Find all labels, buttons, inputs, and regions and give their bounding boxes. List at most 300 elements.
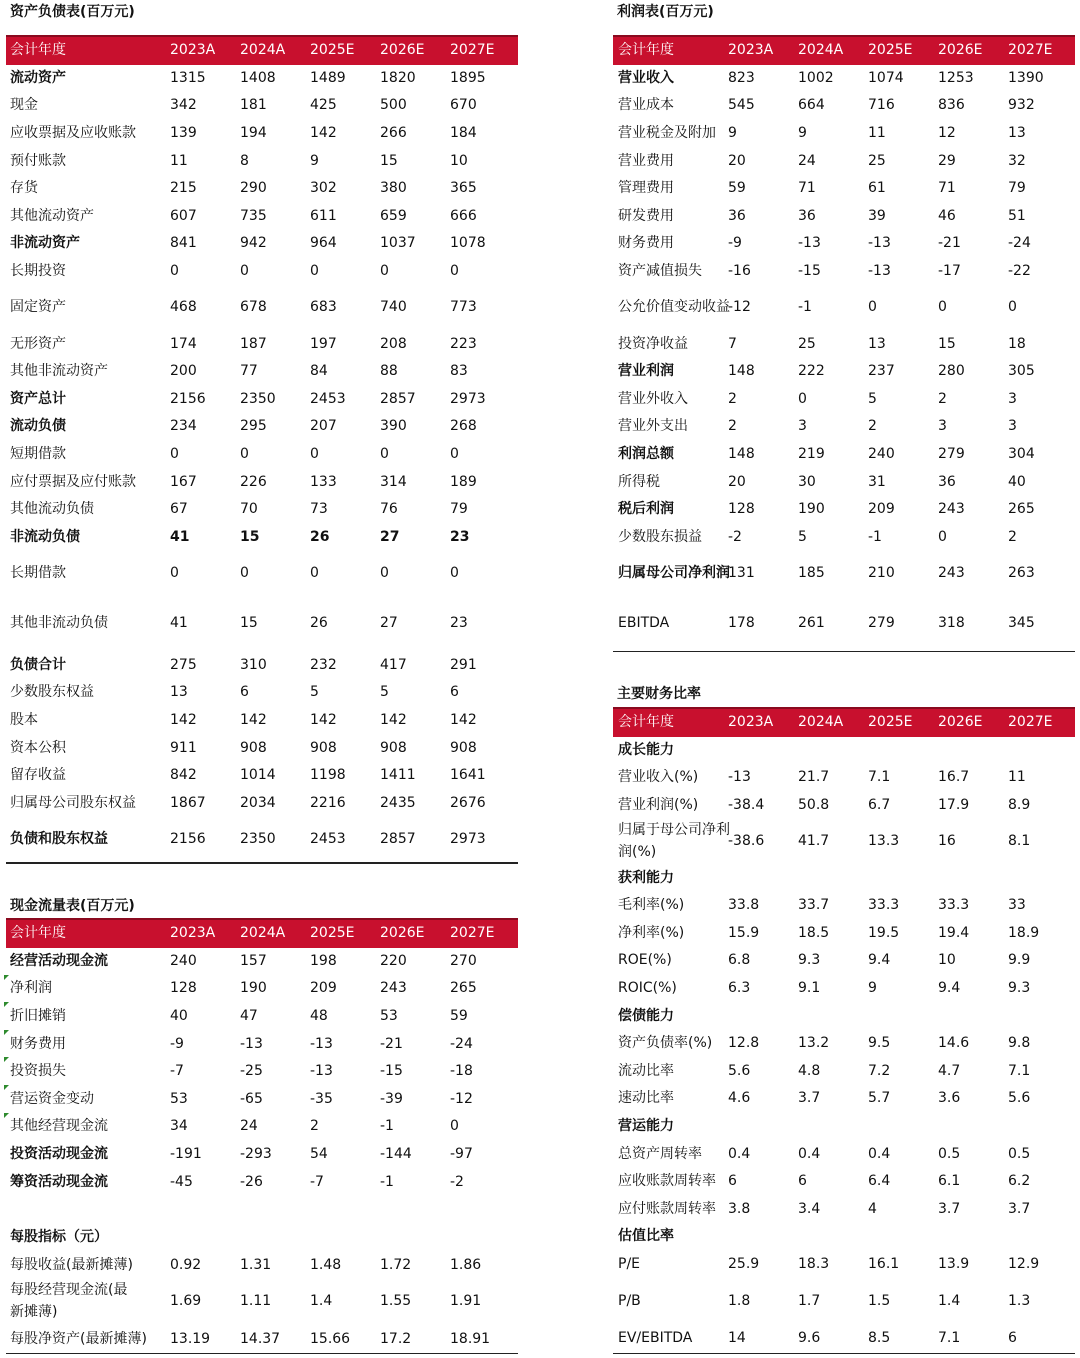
- table-row: [6, 1002, 518, 1030]
- row-label: 非流动资产: [10, 235, 80, 252]
- row-label: 财务费用: [618, 235, 674, 252]
- row-value: -24: [1008, 235, 1031, 252]
- row-label: 归属于母公司净利润(%): [618, 822, 730, 861]
- table-row: [613, 1278, 1075, 1324]
- row-value: 5: [310, 684, 319, 701]
- row-value: -1: [868, 528, 882, 545]
- row-value: 265: [1008, 501, 1035, 518]
- header-year: 2027E: [450, 925, 495, 941]
- row-value: 198: [310, 952, 337, 969]
- row-value: 2973: [450, 831, 486, 848]
- row-value: 611: [310, 207, 337, 224]
- row-value: 190: [240, 980, 267, 997]
- row-value: -21: [938, 235, 961, 252]
- row-value: 8: [240, 152, 249, 169]
- row-value: 1867: [170, 794, 206, 811]
- row-value: -21: [380, 1035, 403, 1052]
- row-value: -65: [240, 1090, 263, 1107]
- row-value: 18: [1008, 335, 1026, 352]
- row-value: 36: [938, 473, 956, 490]
- row-label: 负债和股东权益: [10, 831, 108, 848]
- row-value: 6.1: [938, 1173, 961, 1190]
- row-value: 6.7: [868, 796, 891, 813]
- row-value: 148: [728, 363, 755, 380]
- row-value: 142: [380, 711, 407, 728]
- row-label: 税后利润: [618, 501, 674, 518]
- row-value: 11: [868, 124, 886, 141]
- row-label: 其他流动负债: [10, 501, 94, 518]
- row-value: 7.2: [868, 1062, 891, 1079]
- row-label: 留存收益: [10, 767, 66, 784]
- row-value: 243: [938, 565, 965, 582]
- row-value: 2676: [450, 794, 486, 811]
- table-row: [6, 330, 518, 358]
- row-value: 40: [1008, 473, 1026, 490]
- header-year: 2024A: [798, 42, 844, 58]
- row-label: 资产总计: [10, 390, 66, 407]
- row-value: 2: [310, 1118, 319, 1135]
- table-row: [6, 468, 518, 496]
- row-value: -13: [798, 235, 821, 252]
- row-value: 545: [728, 97, 755, 114]
- row-value: -15: [380, 1063, 403, 1080]
- row-value: -39: [380, 1090, 403, 1107]
- row-value: -16: [728, 262, 751, 279]
- table-row: [613, 385, 1075, 413]
- table-row: [6, 440, 518, 468]
- row-value: 17.2: [380, 1331, 412, 1347]
- row-value: 7.1: [1008, 1062, 1031, 1079]
- income-statement-bottom-rule: [613, 651, 1075, 652]
- table-row: [613, 551, 1075, 596]
- row-value: 3.6: [938, 1090, 961, 1107]
- row-value: -1: [380, 1173, 394, 1190]
- table-row: [613, 1140, 1075, 1168]
- table-row: [613, 596, 1075, 651]
- row-value: 1820: [380, 69, 416, 86]
- row-value: 243: [938, 501, 965, 518]
- ratios-header: [613, 707, 1075, 737]
- row-label: ROIC(%): [618, 979, 677, 996]
- row-value: 425: [310, 97, 337, 114]
- table-row: [6, 975, 518, 1003]
- row-value: 33: [1008, 897, 1026, 914]
- row-value: 189: [450, 473, 477, 490]
- row-value: 39: [868, 207, 886, 224]
- row-value: 290: [240, 180, 267, 197]
- row-value: 275: [170, 656, 197, 673]
- row-value: 3.7: [798, 1090, 821, 1107]
- header-year: 2024A: [240, 42, 286, 58]
- table-row: [6, 706, 518, 734]
- row-value: 9: [310, 152, 319, 169]
- row-value: 26: [310, 528, 330, 545]
- row-value: 25: [798, 335, 816, 352]
- row-value: 0.92: [170, 1256, 202, 1273]
- row-label: 归属母公司净利润: [618, 565, 730, 582]
- row-value: 0.4: [798, 1145, 821, 1162]
- row-value: 234: [170, 418, 197, 435]
- row-value: 240: [170, 952, 197, 969]
- table-row: [613, 357, 1075, 385]
- row-value: 19.5: [868, 924, 900, 941]
- table-row: [613, 174, 1075, 202]
- row-value: 0: [310, 445, 319, 462]
- row-label: 现金: [10, 97, 38, 114]
- table-row: [613, 413, 1075, 441]
- row-value: 1078: [450, 235, 486, 252]
- cash-flow-title: 现金流量表(百万元): [10, 898, 135, 914]
- row-value: 305: [1008, 363, 1035, 380]
- row-value: 670: [450, 97, 477, 114]
- row-label: 营业外支出: [618, 418, 688, 435]
- row-value: 12.8: [728, 1035, 760, 1052]
- row-label: 营业利润: [618, 363, 674, 380]
- row-label: 资本公积: [10, 739, 66, 756]
- row-value: 12: [938, 124, 956, 141]
- row-value: 88: [380, 363, 398, 380]
- row-value: 11: [1008, 769, 1026, 786]
- row-value: 1.86: [450, 1256, 482, 1273]
- row-value: 6.2: [1008, 1173, 1031, 1190]
- row-value: 32: [1008, 152, 1026, 169]
- row-value: 13: [868, 335, 886, 352]
- row-value: 0: [450, 565, 459, 582]
- table-row: [6, 92, 518, 120]
- table-row: [6, 1278, 518, 1324]
- header-year: 2026E: [938, 714, 983, 730]
- row-value: -12: [728, 299, 751, 316]
- per-share-bottom-rule: [6, 1353, 518, 1354]
- row-value: 417: [380, 656, 407, 673]
- row-value: 3.4: [798, 1200, 821, 1217]
- cell-marker: [4, 1002, 9, 1007]
- row-label: 应付票据及应付账款: [10, 473, 136, 490]
- row-value: 302: [310, 180, 337, 197]
- row-value: 9.6: [798, 1329, 821, 1346]
- ratios-title: 主要财务比率: [617, 686, 701, 702]
- table-row: [6, 734, 518, 762]
- row-value: 0: [1008, 299, 1017, 316]
- row-value: 0: [310, 262, 319, 279]
- row-value: 280: [938, 363, 965, 380]
- row-value: 2034: [240, 794, 276, 811]
- row-value: 36: [798, 207, 816, 224]
- row-value: 380: [380, 180, 407, 197]
- row-value: 1.7: [798, 1292, 821, 1309]
- row-value: -9: [728, 235, 742, 252]
- row-label: 长期借款: [10, 565, 66, 582]
- row-value: 0: [938, 299, 947, 316]
- row-value: 3: [1008, 418, 1017, 435]
- row-label: 其他流动资产: [10, 207, 94, 224]
- row-value: -2: [450, 1173, 464, 1190]
- row-value: 2: [1008, 528, 1017, 545]
- table-row: [613, 764, 1075, 792]
- header-year: 2025E: [310, 925, 355, 941]
- row-value: -13: [868, 235, 891, 252]
- row-value: 942: [240, 235, 267, 252]
- row-value: 9.3: [798, 952, 821, 969]
- row-value: 1.3: [1008, 1292, 1031, 1309]
- cell-marker: [4, 975, 9, 980]
- row-value: 295: [240, 418, 267, 435]
- row-value: 54: [310, 1145, 328, 1162]
- row-value: 14: [728, 1329, 746, 1346]
- row-value: 6: [240, 684, 249, 701]
- row-value: 1.72: [380, 1256, 412, 1273]
- row-value: 1.31: [240, 1256, 272, 1273]
- row-value: 1.11: [240, 1293, 272, 1309]
- row-value: 59: [728, 180, 746, 197]
- row-value: -15: [798, 262, 821, 279]
- table-row: [613, 202, 1075, 230]
- table-row: [613, 523, 1075, 551]
- row-value: 232: [310, 656, 337, 673]
- row-label: 公允价值变动收益: [618, 299, 730, 316]
- row-value: 1.4: [310, 1293, 333, 1309]
- row-value: 6: [728, 1173, 737, 1190]
- row-value: 0: [938, 528, 947, 545]
- row-value: 4: [868, 1200, 877, 1217]
- row-label: 流动比率: [618, 1062, 674, 1079]
- table-row: [6, 385, 518, 413]
- row-value: 200: [170, 363, 197, 380]
- row-value: 5.6: [728, 1062, 751, 1079]
- row-label: 净利率(%): [618, 924, 685, 941]
- row-value: 716: [868, 97, 895, 114]
- table-row: [6, 947, 518, 975]
- row-value: 7: [728, 335, 737, 352]
- balance_sheet-header: [6, 35, 518, 65]
- row-value: 18.3: [798, 1255, 830, 1272]
- row-value: 268: [450, 418, 477, 435]
- row-label: 营业税金及附加: [618, 124, 716, 141]
- row-value: 1014: [240, 767, 276, 784]
- row-value: 2156: [170, 390, 206, 407]
- table-row: [613, 285, 1075, 330]
- row-value: 1.4: [938, 1292, 961, 1309]
- row-value: 841: [170, 235, 197, 252]
- row-value: 0: [450, 262, 459, 279]
- row-value: 2: [938, 390, 947, 407]
- table-row: [6, 1325, 518, 1353]
- table-row: [6, 651, 518, 679]
- row-value: 23: [450, 528, 470, 545]
- row-label: 非流动负债: [10, 528, 80, 545]
- row-value: 6: [1008, 1329, 1017, 1346]
- header-label: 会计年度: [10, 42, 66, 58]
- header-label: 会计年度: [618, 42, 674, 58]
- table-row: [6, 551, 518, 596]
- row-value: 1198: [310, 767, 346, 784]
- balance-sheet-bottom-rule: [6, 862, 518, 864]
- row-label: 每股收益(最新摊薄): [10, 1256, 133, 1273]
- table-row: [6, 119, 518, 147]
- row-value: 9: [798, 124, 807, 141]
- row-value: 50.8: [798, 796, 830, 813]
- row-label: 投资损失: [10, 1063, 66, 1080]
- table-row: [6, 1168, 518, 1196]
- row-value: 1253: [938, 69, 974, 86]
- row-label: 负债合计: [10, 656, 66, 673]
- row-value: 73: [310, 501, 328, 518]
- row-value: 270: [450, 952, 477, 969]
- row-value: 20: [728, 473, 746, 490]
- row-value: 83: [450, 363, 468, 380]
- row-value: 67: [170, 501, 188, 518]
- row-value: 9: [728, 124, 737, 141]
- row-label: 无形资产: [10, 335, 66, 352]
- row-value: 0: [310, 565, 319, 582]
- row-value: 0: [450, 1118, 459, 1135]
- row-value: -13: [868, 262, 891, 279]
- row-value: 1411: [380, 767, 416, 784]
- row-label: 研发费用: [618, 207, 674, 224]
- row-value: 209: [310, 980, 337, 997]
- row-value: 836: [938, 97, 965, 114]
- row-label: 净利润: [10, 980, 52, 997]
- row-value: 735: [240, 207, 267, 224]
- row-value: 9.8: [1008, 1035, 1031, 1052]
- header-year: 2026E: [380, 42, 425, 58]
- income_statement-header: [613, 35, 1075, 65]
- row-value: 261: [798, 615, 825, 632]
- row-value: 142: [310, 124, 337, 141]
- row-value: 190: [798, 501, 825, 518]
- row-value: 15: [938, 335, 956, 352]
- table-row: [613, 330, 1075, 358]
- row-value: 13: [170, 684, 188, 701]
- row-value: 842: [170, 767, 197, 784]
- row-value: 13.3: [868, 833, 900, 850]
- header-label: 会计年度: [618, 714, 674, 730]
- row-value: 3: [938, 418, 947, 435]
- table-row: [613, 791, 1075, 819]
- row-value: 908: [450, 739, 477, 756]
- row-value: -13: [240, 1035, 263, 1052]
- row-value: 5: [868, 390, 877, 407]
- table-row: [6, 1030, 518, 1058]
- row-value: 0: [450, 445, 459, 462]
- row-value: 911: [170, 739, 197, 756]
- row-value: 4.7: [938, 1062, 961, 1079]
- row-value: 70: [240, 501, 258, 518]
- row-label: 归属母公司股东权益: [10, 794, 136, 811]
- row-value: 390: [380, 418, 407, 435]
- row-label: 应付账款周转率: [618, 1200, 716, 1217]
- row-label: 所得税: [618, 473, 660, 490]
- row-value: 773: [450, 299, 477, 316]
- row-value: 314: [380, 473, 407, 490]
- row-value: 2453: [310, 831, 346, 848]
- row-value: 128: [728, 501, 755, 518]
- row-label: 营业外收入: [618, 390, 688, 407]
- row-value: 0.4: [728, 1145, 751, 1162]
- row-value: 6: [450, 684, 459, 701]
- row-label: 经营活动现金流: [10, 952, 108, 969]
- row-value: 7.1: [938, 1329, 961, 1346]
- row-value: 25: [868, 152, 886, 169]
- table-row: [6, 1057, 518, 1085]
- table-row: [613, 974, 1075, 1002]
- header-year: 2027E: [450, 42, 495, 58]
- row-value: 187: [240, 335, 267, 352]
- row-value: 2435: [380, 794, 416, 811]
- header-year: 2026E: [380, 925, 425, 941]
- header-year: 2025E: [310, 42, 355, 58]
- row-value: 14.6: [938, 1035, 970, 1052]
- row-value: 174: [170, 335, 197, 352]
- row-value: 6.3: [728, 979, 751, 996]
- row-value: -13: [310, 1063, 333, 1080]
- cell-marker: [4, 1030, 9, 1035]
- row-value: 0: [868, 299, 877, 316]
- header-year: 2027E: [1008, 714, 1053, 730]
- row-value: 184: [450, 124, 477, 141]
- row-value: 131: [728, 565, 755, 582]
- row-label: 其他非流动资产: [10, 363, 108, 380]
- cell-marker: [4, 1057, 9, 1062]
- row-value: 15: [240, 528, 260, 545]
- row-value: 9.9: [1008, 952, 1031, 969]
- row-value: 263: [1008, 565, 1035, 582]
- row-value: 659: [380, 207, 407, 224]
- row-value: -38.4: [728, 796, 765, 813]
- row-value: 1.91: [450, 1293, 482, 1309]
- row-value: 133: [310, 473, 337, 490]
- table-row: [6, 1251, 518, 1279]
- balance-sheet-title: 资产负债表(百万元): [10, 4, 135, 20]
- row-value: -13: [310, 1035, 333, 1052]
- row-value: 18.9: [1008, 924, 1040, 941]
- income-statement-title: 利润表(百万元): [617, 4, 714, 20]
- row-value: 1.8: [728, 1292, 751, 1309]
- row-value: 223: [450, 335, 477, 352]
- row-value: 46: [938, 207, 956, 224]
- row-value: 3.7: [1008, 1200, 1031, 1217]
- row-value: 47: [240, 1007, 258, 1024]
- row-value: 71: [798, 180, 816, 197]
- row-value: 2350: [240, 390, 276, 407]
- row-value: 310: [240, 656, 267, 673]
- row-value: 210: [868, 565, 895, 582]
- table-row: [6, 1113, 518, 1141]
- row-value: 6.8: [728, 952, 751, 969]
- row-value: 607: [170, 207, 197, 224]
- row-label: 营业费用: [618, 152, 674, 169]
- row-value: 79: [450, 501, 468, 518]
- row-value: 279: [938, 445, 965, 462]
- row-value: 823: [728, 69, 755, 86]
- row-value: 1037: [380, 235, 416, 252]
- row-label: 营业利润(%): [618, 796, 699, 813]
- row-value: 240: [868, 445, 895, 462]
- row-label: 估值比率: [618, 1228, 674, 1245]
- table-row: [613, 1112, 1075, 1140]
- row-value: 265: [450, 980, 477, 997]
- table-row: [6, 285, 518, 330]
- row-value: 291: [450, 656, 477, 673]
- row-value: 15.66: [310, 1331, 351, 1347]
- row-value: -12: [450, 1090, 473, 1107]
- table-row: [6, 596, 518, 651]
- row-value: 666: [450, 207, 477, 224]
- row-value: 2857: [380, 390, 416, 407]
- table-row: [613, 891, 1075, 919]
- row-value: 2156: [170, 831, 206, 848]
- row-label: ROE(%): [618, 952, 672, 969]
